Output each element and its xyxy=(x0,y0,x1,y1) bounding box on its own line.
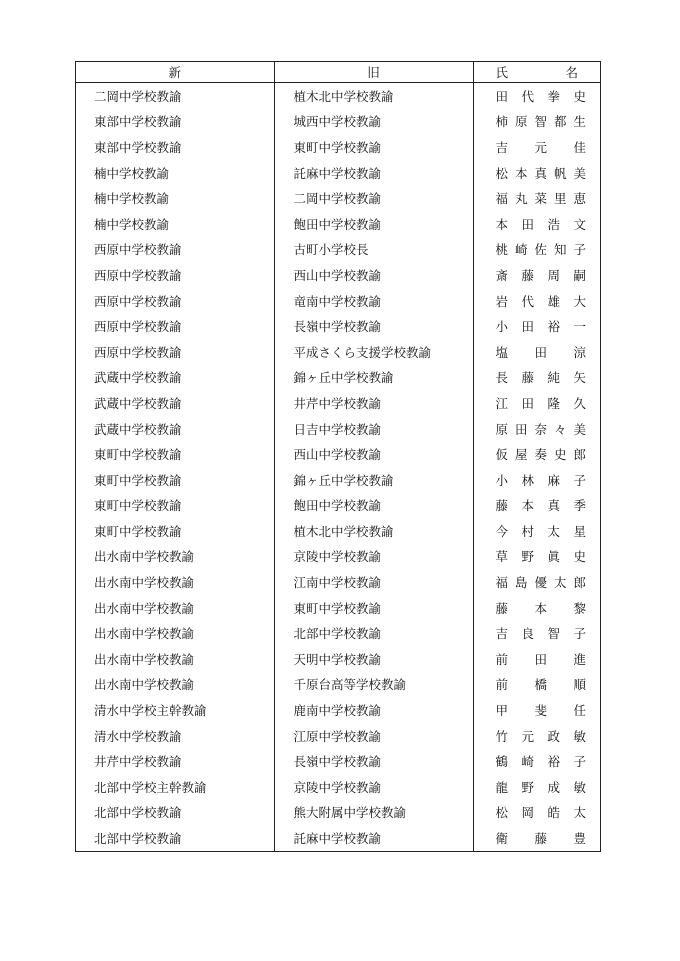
old-position: 竜南中学校教諭 xyxy=(274,288,473,314)
name-char: 矢 xyxy=(573,370,586,386)
name-char: 小 xyxy=(495,472,509,488)
name-char: 眞 xyxy=(547,549,560,565)
new-position: 出水南中学校教諭 xyxy=(76,544,274,570)
name-char: 吉 xyxy=(495,626,509,642)
name-char: 草 xyxy=(495,549,509,565)
person-name-cell xyxy=(473,569,600,595)
table-row xyxy=(76,723,600,749)
old-position: 西山中学校教諭 xyxy=(274,262,473,288)
name-char: 藤 xyxy=(521,267,534,283)
person-name xyxy=(496,87,587,105)
header-old: 旧 xyxy=(274,62,473,83)
name-char: 浩 xyxy=(547,216,560,232)
name-char: 原 xyxy=(495,421,509,437)
person-name xyxy=(496,189,587,207)
name-char: 美 xyxy=(573,165,586,181)
person-name xyxy=(496,138,587,156)
name-char: 大 xyxy=(573,293,586,309)
name-char: 氏 xyxy=(495,65,509,80)
name-char: 菜 xyxy=(534,191,547,207)
old-position: 飽田中学校教諭 xyxy=(274,211,473,237)
table-row xyxy=(76,646,600,672)
name-char: 村 xyxy=(521,523,534,539)
new-position: 北部中学校教諭 xyxy=(76,800,274,826)
person-name xyxy=(496,803,587,821)
old-position: 古町小学校長 xyxy=(274,237,473,263)
old-position: 天明中学校教諭 xyxy=(274,646,473,672)
name-char: 佳 xyxy=(573,139,586,155)
name-char: 福 xyxy=(495,575,509,591)
name-char: 塩 xyxy=(495,344,509,360)
name-char: 太 xyxy=(553,575,567,591)
name-char: 福 xyxy=(495,191,509,207)
name-char: 長 xyxy=(495,370,509,386)
name-char: 知 xyxy=(553,242,567,258)
name-char: 黎 xyxy=(573,600,586,616)
name-char: 屋 xyxy=(514,447,528,463)
new-position: 西原中学校教諭 xyxy=(76,288,274,314)
name-char: 田 xyxy=(534,651,547,667)
person-name-cell xyxy=(473,185,600,211)
name-char: 子 xyxy=(573,626,586,642)
table-row xyxy=(76,365,600,391)
old-position: 飽田中学校教諭 xyxy=(274,493,473,519)
name-char: 郎 xyxy=(573,447,586,463)
name-char: 田 xyxy=(521,319,534,335)
new-position: 北部中学校教諭 xyxy=(76,825,274,851)
name-char: 田 xyxy=(534,344,547,360)
person-name-cell xyxy=(473,800,600,826)
name-char: 史 xyxy=(573,88,586,104)
new-position: 西原中学校教諭 xyxy=(76,262,274,288)
table-row xyxy=(76,134,600,160)
name-char: 前 xyxy=(495,677,509,693)
old-position: 日吉中学校教諭 xyxy=(274,416,473,442)
new-position: 東部中学校教諭 xyxy=(76,134,274,160)
person-name-cell xyxy=(473,441,600,467)
name-char: 史 xyxy=(553,447,567,463)
table-row xyxy=(76,288,600,314)
table-row xyxy=(76,185,600,211)
name-char: 里 xyxy=(553,191,567,207)
name-char: 進 xyxy=(573,651,586,667)
name-char: 々 xyxy=(553,421,567,437)
name-char: 成 xyxy=(547,779,560,795)
name-char: 豊 xyxy=(573,831,586,847)
personnel-table xyxy=(75,61,601,852)
new-position: 出水南中学校教諭 xyxy=(76,672,274,698)
old-position: 植木北中学校教諭 xyxy=(274,518,473,544)
name-char: 田 xyxy=(495,88,509,104)
table-row xyxy=(76,672,600,698)
name-char: 島 xyxy=(514,575,528,591)
name-char: 藤 xyxy=(534,831,547,847)
name-char: 田 xyxy=(521,216,534,232)
person-name xyxy=(496,471,587,489)
person-name xyxy=(496,394,587,412)
table-row xyxy=(76,262,600,288)
new-position: 西原中学校教諭 xyxy=(76,339,274,365)
table-row xyxy=(76,339,600,365)
person-name xyxy=(496,112,587,130)
person-name-cell xyxy=(473,237,600,263)
person-name xyxy=(496,292,587,310)
name-char: 佐 xyxy=(534,242,547,258)
name-char: 隆 xyxy=(547,395,560,411)
old-position: 西山中学校教諭 xyxy=(274,441,473,467)
person-name xyxy=(496,573,587,591)
person-name-cell xyxy=(473,262,600,288)
name-char: 鶴 xyxy=(495,754,509,770)
person-name xyxy=(496,317,587,335)
person-name xyxy=(496,266,587,284)
name-char: 松 xyxy=(495,805,509,821)
person-name-cell xyxy=(473,365,600,391)
name-char: 太 xyxy=(573,805,586,821)
new-position: 清水中学校主幹教諭 xyxy=(76,697,274,723)
person-name-cell xyxy=(473,825,600,851)
header-name-text xyxy=(474,63,601,81)
old-position: 錦ヶ丘中学校教諭 xyxy=(274,365,473,391)
old-position: 千原台高等学校教諭 xyxy=(274,672,473,698)
name-char: 帆 xyxy=(553,165,567,181)
person-name-cell xyxy=(473,697,600,723)
name-char: 郎 xyxy=(573,575,586,591)
old-position: 平成さくら支援学校教諭 xyxy=(274,339,473,365)
new-position: 出水南中学校教諭 xyxy=(76,569,274,595)
person-name-cell xyxy=(473,339,600,365)
table-row xyxy=(76,160,600,186)
name-char: 崎 xyxy=(521,754,534,770)
name-char: 江 xyxy=(495,395,509,411)
table-row xyxy=(76,544,600,570)
person-name-cell xyxy=(473,390,600,416)
name-char: 元 xyxy=(521,728,534,744)
name-char: 皓 xyxy=(547,805,560,821)
name-char: 敏 xyxy=(573,779,586,795)
name-char: 林 xyxy=(521,472,534,488)
new-position: 出水南中学校教諭 xyxy=(76,646,274,672)
old-position: 二岡中学校教諭 xyxy=(274,185,473,211)
person-name xyxy=(496,701,587,719)
person-name xyxy=(496,343,587,361)
new-position: 北部中学校主幹教諭 xyxy=(76,774,274,800)
name-char: 生 xyxy=(573,114,586,130)
person-name-cell xyxy=(473,748,600,774)
old-position: 北部中学校教諭 xyxy=(274,620,473,646)
name-char: 星 xyxy=(573,523,586,539)
person-name-cell xyxy=(473,544,600,570)
name-char: 岩 xyxy=(495,293,509,309)
name-char: 智 xyxy=(534,114,547,130)
name-char: 子 xyxy=(573,472,586,488)
person-name xyxy=(496,368,587,386)
new-position: 西原中学校教諭 xyxy=(76,313,274,339)
table-row xyxy=(76,697,600,723)
name-char: 代 xyxy=(521,88,534,104)
person-name-cell xyxy=(473,416,600,442)
name-char: 久 xyxy=(573,395,586,411)
table-row xyxy=(76,493,600,519)
name-char: 裕 xyxy=(547,319,560,335)
name-char: 奏 xyxy=(534,447,547,463)
table-row xyxy=(76,620,600,646)
old-position: 植木北中学校教諭 xyxy=(274,83,473,109)
table-row xyxy=(76,416,600,442)
name-char: 一 xyxy=(573,319,586,335)
person-name-cell xyxy=(473,288,600,314)
person-name xyxy=(496,624,587,642)
person-name xyxy=(496,829,587,847)
header-name xyxy=(473,62,600,83)
person-name xyxy=(496,650,587,668)
person-name xyxy=(496,164,587,182)
old-position: 京陵中学校教諭 xyxy=(274,774,473,800)
name-char: 衛 xyxy=(495,831,509,847)
name-char: 藤 xyxy=(495,600,509,616)
name-char: 田 xyxy=(521,395,534,411)
old-position: 江南中学校教諭 xyxy=(274,569,473,595)
person-name xyxy=(496,420,587,438)
name-char: 丸 xyxy=(514,191,528,207)
table-row xyxy=(76,441,600,467)
old-position: 長嶺中学校教諭 xyxy=(274,313,473,339)
person-name-cell xyxy=(473,723,600,749)
old-position: 鹿南中学校教諭 xyxy=(274,697,473,723)
table-header xyxy=(76,62,600,83)
table-row xyxy=(76,800,600,826)
name-char: 季 xyxy=(573,498,586,514)
name-char: 奈 xyxy=(534,421,547,437)
table-body xyxy=(76,83,600,851)
person-name-cell xyxy=(473,595,600,621)
name-char: 吉 xyxy=(495,139,509,155)
person-name xyxy=(496,547,587,565)
person-name xyxy=(496,215,587,233)
table-row xyxy=(76,825,600,851)
name-char: 前 xyxy=(495,651,509,667)
person-name xyxy=(496,599,587,617)
person-name-cell xyxy=(473,211,600,237)
person-name-cell xyxy=(473,467,600,493)
new-position: 出水南中学校教諭 xyxy=(76,620,274,646)
name-char: 良 xyxy=(521,626,534,642)
new-position: 二岡中学校教諭 xyxy=(76,83,274,109)
table-row xyxy=(76,748,600,774)
name-char: 史 xyxy=(573,549,586,565)
name-char: 智 xyxy=(547,626,560,642)
new-position: 東部中学校教諭 xyxy=(76,109,274,135)
name-char: 雄 xyxy=(547,293,560,309)
name-char: 純 xyxy=(547,370,560,386)
name-char: 竹 xyxy=(495,728,509,744)
new-position: 楠中学校教諭 xyxy=(76,211,274,237)
name-char: 嗣 xyxy=(573,267,586,283)
old-position: 江原中学校教諭 xyxy=(274,723,473,749)
name-char: 藤 xyxy=(521,370,534,386)
person-name-cell xyxy=(473,160,600,186)
table-row xyxy=(76,518,600,544)
old-position: 託麻中学校教諭 xyxy=(274,825,473,851)
old-position: 東町中学校教諭 xyxy=(274,595,473,621)
name-char: 名 xyxy=(565,65,578,80)
new-position: 楠中学校教諭 xyxy=(76,185,274,211)
table-row xyxy=(76,313,600,339)
name-char: 周 xyxy=(547,267,560,283)
name-char: 甲 xyxy=(495,703,509,719)
name-char: 敏 xyxy=(573,728,586,744)
new-position: 東町中学校教諭 xyxy=(76,493,274,519)
new-position: 清水中学校教諭 xyxy=(76,723,274,749)
name-char: 崎 xyxy=(514,242,528,258)
name-char: 田 xyxy=(514,421,528,437)
person-name xyxy=(496,727,587,745)
name-char: 裕 xyxy=(547,754,560,770)
new-position: 井芹中学校教諭 xyxy=(76,748,274,774)
person-name xyxy=(496,778,587,796)
person-name xyxy=(496,752,587,770)
name-char: 松 xyxy=(495,165,509,181)
old-position: 熊大附属中学校教諭 xyxy=(274,800,473,826)
new-position: 東町中学校教諭 xyxy=(76,441,274,467)
name-char: 拳 xyxy=(547,88,560,104)
old-position: 井芹中学校教諭 xyxy=(274,390,473,416)
name-char: 本 xyxy=(514,165,528,181)
person-name-cell xyxy=(473,518,600,544)
name-char: 涼 xyxy=(573,344,586,360)
name-char: 太 xyxy=(547,523,560,539)
transfer-table xyxy=(76,62,600,851)
new-position: 出水南中学校教諭 xyxy=(76,595,274,621)
name-char: 岡 xyxy=(521,805,534,821)
new-position: 武蔵中学校教諭 xyxy=(76,390,274,416)
old-position: 錦ヶ丘中学校教諭 xyxy=(274,467,473,493)
person-name xyxy=(496,240,587,258)
name-char: 斐 xyxy=(534,703,547,719)
person-name-cell xyxy=(473,83,600,109)
person-name-cell xyxy=(473,313,600,339)
name-char: 仮 xyxy=(495,447,509,463)
person-name xyxy=(496,496,587,514)
table-row xyxy=(76,390,600,416)
name-char: 野 xyxy=(521,549,534,565)
name-char: 藤 xyxy=(495,498,509,514)
table-row xyxy=(76,109,600,135)
name-char: 子 xyxy=(573,242,586,258)
table-row xyxy=(76,467,600,493)
name-char: 都 xyxy=(553,114,567,130)
new-position: 東町中学校教諭 xyxy=(76,518,274,544)
table-row xyxy=(76,83,600,109)
new-position: 楠中学校教諭 xyxy=(76,160,274,186)
name-char: 柿 xyxy=(495,114,509,130)
name-char: 野 xyxy=(521,779,534,795)
table-row xyxy=(76,237,600,263)
person-name-cell xyxy=(473,774,600,800)
name-char: 優 xyxy=(534,575,547,591)
person-name-cell xyxy=(473,620,600,646)
name-char: 今 xyxy=(495,523,509,539)
name-char: 本 xyxy=(534,600,547,616)
name-char: 橋 xyxy=(534,677,547,693)
table-row xyxy=(76,211,600,237)
new-position: 武蔵中学校教諭 xyxy=(76,416,274,442)
new-position: 東町中学校教諭 xyxy=(76,467,274,493)
person-name-cell xyxy=(473,109,600,135)
name-char: 真 xyxy=(547,498,560,514)
person-name-cell xyxy=(473,493,600,519)
person-name-cell xyxy=(473,672,600,698)
name-char: 代 xyxy=(521,293,534,309)
name-char: 龍 xyxy=(495,779,509,795)
person-name xyxy=(496,522,587,540)
name-char: 子 xyxy=(573,754,586,770)
name-char: 政 xyxy=(547,728,560,744)
name-char: 美 xyxy=(573,421,586,437)
old-position: 城西中学校教諭 xyxy=(274,109,473,135)
person-name-cell xyxy=(473,646,600,672)
person-name xyxy=(496,445,587,463)
name-char: 本 xyxy=(495,216,509,232)
name-char: 小 xyxy=(495,319,509,335)
new-position: 武蔵中学校教諭 xyxy=(76,365,274,391)
new-position: 西原中学校教諭 xyxy=(76,237,274,263)
person-name xyxy=(496,675,587,693)
table-row xyxy=(76,595,600,621)
name-char: 恵 xyxy=(573,191,586,207)
table-row xyxy=(76,774,600,800)
name-char: 桃 xyxy=(495,242,509,258)
old-position: 長嶺中学校教諭 xyxy=(274,748,473,774)
name-char: 文 xyxy=(573,216,586,232)
old-position: 東町中学校教諭 xyxy=(274,134,473,160)
name-char: 順 xyxy=(573,677,586,693)
name-char: 元 xyxy=(534,139,547,155)
name-char: 斎 xyxy=(495,267,509,283)
table-row xyxy=(76,569,600,595)
name-char: 任 xyxy=(573,703,586,719)
old-position: 託麻中学校教諭 xyxy=(274,160,473,186)
person-name-cell xyxy=(473,134,600,160)
name-char: 本 xyxy=(521,498,534,514)
name-char: 真 xyxy=(534,165,547,181)
name-char: 原 xyxy=(514,114,528,130)
name-char: 麻 xyxy=(547,472,560,488)
old-position: 京陵中学校教諭 xyxy=(274,544,473,570)
header-new: 新 xyxy=(76,62,274,83)
